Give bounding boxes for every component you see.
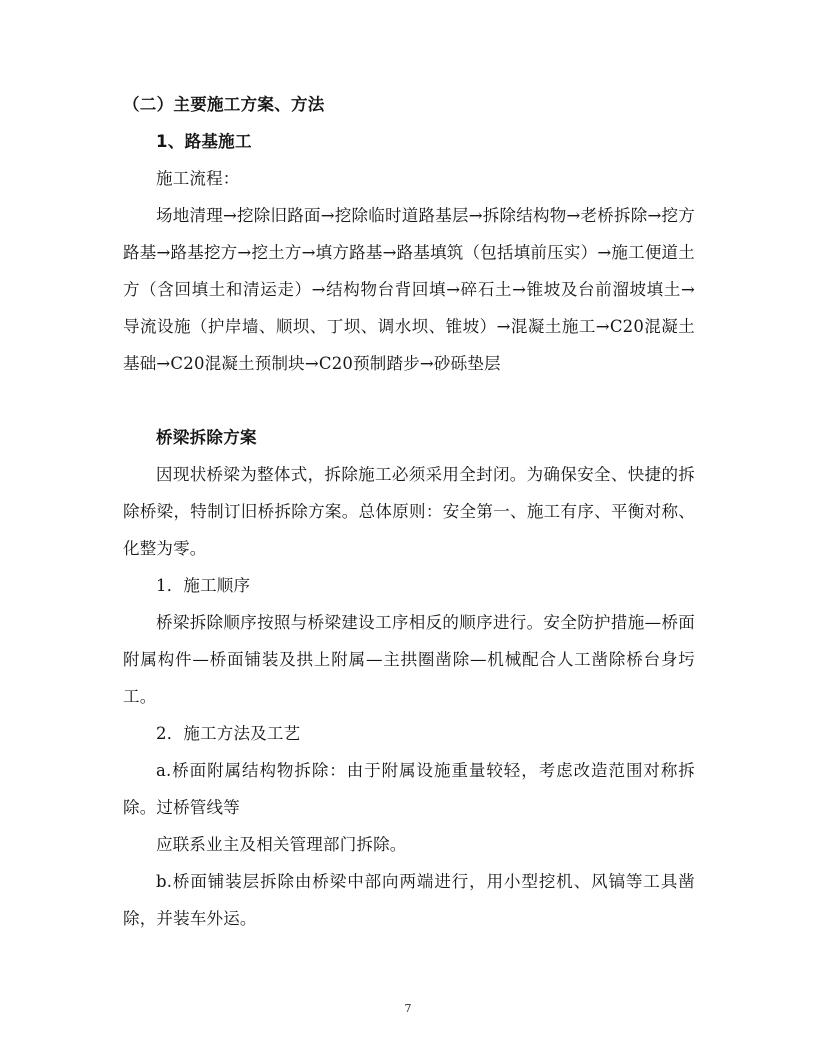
heading-main-construction-plan: （二）主要施工方案、方法: [123, 95, 325, 114]
paragraph-item-2a: a.桥面附属结构物拆除：由于附属设施重量较轻，考虑改造范围对称拆除。过桥管线等: [123, 761, 695, 817]
heading-bridge-demolition-plan: 桥梁拆除方案: [156, 428, 257, 447]
paragraph-item-2a-continued: 应联系业主及相关管理部门拆除。: [156, 835, 407, 854]
paragraph-demolition-intro: 因现状桥梁为整体式，拆除施工必须采用全封闭。为确保安全、快捷的拆除桥梁，特制订旧桥拆除方案。总体原则：安全第一、施工有序、平衡对称、化整为零。: [123, 465, 695, 558]
paragraph-item-2b: b.桥面铺装层拆除由桥梁中部向两端进行，用小型挖机、风镐等工具凿除，并装车外运。: [123, 872, 695, 928]
page-content: [123, 86, 695, 937]
construction-flow-text: 场地清理→挖除旧路面→挖除临时道路基层→拆除结构物→老桥拆除→挖方路基→路基挖方→挖土方→填方路基→路基填筑（包括填前压实）→施工便道土方（含回填土和清运走）→结构物台背回填→碎石土→锥坡及台前溜坡填土→导流设施（护岸墙、顺坝、丁坝、调水坝、锥坡）→混凝土施工→C20混凝土基础→C20混凝土预制块→C20预制踏步→砂砾垫层: [123, 206, 695, 373]
flow-label: 施工流程：: [156, 169, 240, 188]
page-number-footer: 7: [404, 1002, 412, 1015]
paragraph-item-1-body: 桥梁拆除顺序按照与桥梁建设工序相反的顺序进行。安全防护措施—桥面附属构件—桥面铺装及拱上附属—主拱圈凿除—机械配合人工凿除桥台身圬工。: [123, 613, 695, 706]
heading-item-2-methods-and-techniques: 2．施工方法及工艺: [156, 724, 301, 743]
heading-item-1-construction-sequence: 1．施工顺序: [156, 576, 251, 595]
heading-subbase-construction: 1、路基施工: [156, 132, 252, 151]
section-spacer: [123, 382, 695, 419]
